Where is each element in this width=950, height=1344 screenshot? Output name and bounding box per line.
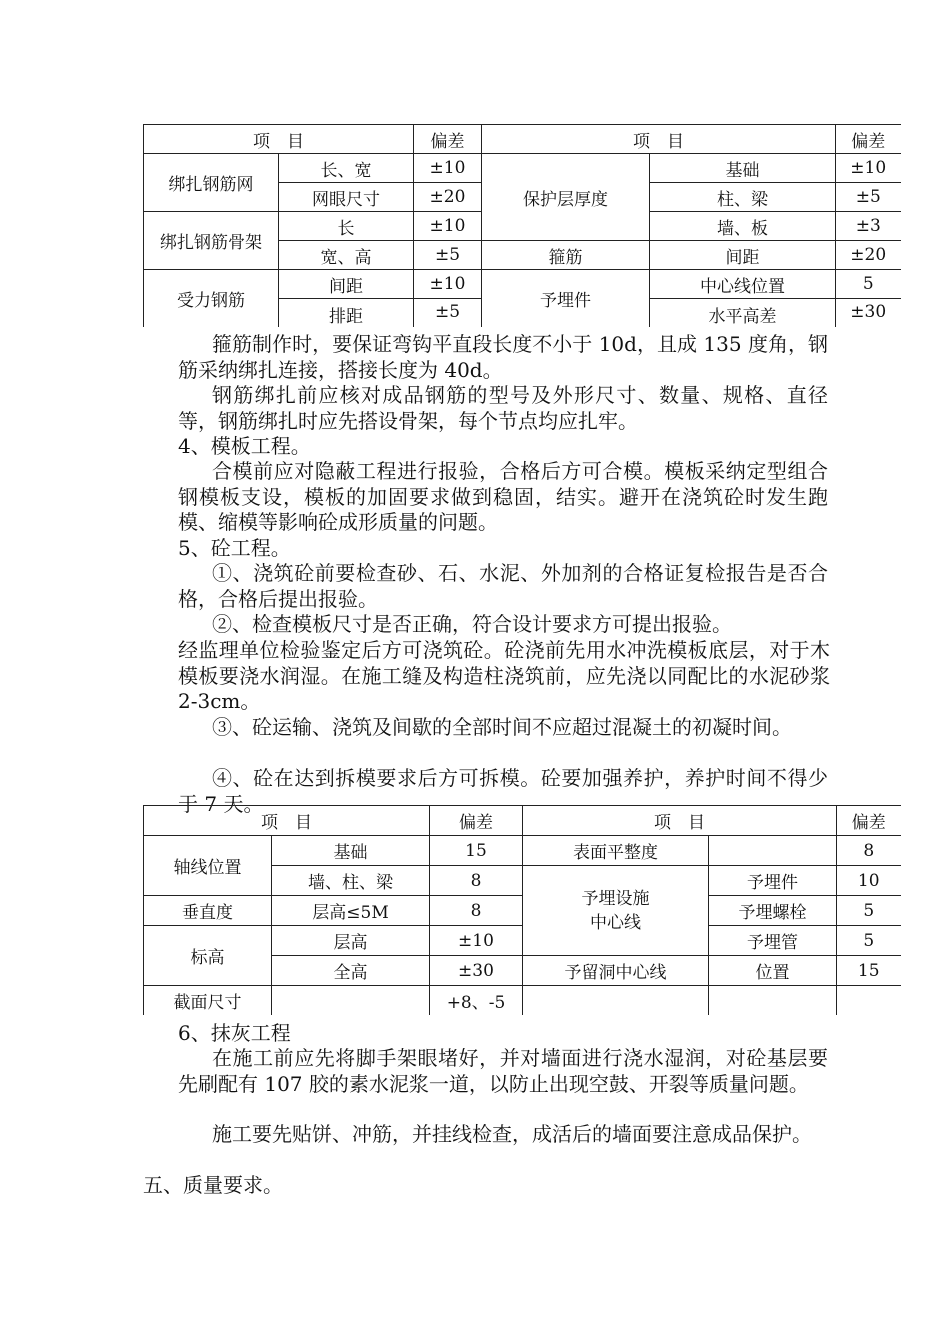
concrete-tolerance-table	[143, 805, 901, 1015]
cell-value: 15	[430, 836, 523, 866]
cell-value: 8	[837, 836, 901, 866]
table-row	[144, 270, 901, 299]
cell-sub	[272, 986, 430, 1016]
cell-sub: 排距	[279, 299, 414, 328]
cell-value: ±10	[414, 212, 482, 241]
row-label: 绑扎钢筋骨架	[144, 212, 279, 270]
cell-sub: 长、宽	[279, 154, 414, 183]
header-item-2: 项 目	[523, 806, 837, 836]
row-label: 箍筋	[482, 241, 650, 270]
row-label: 截面尺寸	[144, 986, 272, 1016]
header-deviation: 偏差	[430, 806, 523, 836]
cell-sub: 层高≤5M	[272, 896, 430, 926]
cell-sub	[523, 986, 709, 1016]
row-label: 保护层厚度	[482, 154, 650, 241]
table-row	[144, 896, 901, 926]
table-header-row	[144, 806, 901, 836]
section-heading-formwork: 4、模板工程。	[178, 434, 311, 458]
cell-value: 5	[837, 926, 901, 956]
paragraph-formwork: 合模前应对隐蔽工程进行报验，合格后方可合模。模板采纳定型组合钢模板支设，模板的加固要求做到稳固，结实。避开在浇筑砼时发生跑模、缩模等影响砼成形质量的问题。	[178, 459, 828, 535]
cell-value: ±30	[836, 299, 901, 328]
row-label-line: 中心线	[590, 912, 641, 933]
row-label: 轴线位置	[144, 836, 272, 896]
cell-value: 8	[430, 896, 523, 926]
table-row	[144, 986, 901, 1016]
cell-value: ±10	[414, 154, 482, 183]
header-item: 项 目	[144, 806, 430, 836]
section-heading-quality: 五、质量要求。	[143, 1173, 283, 1197]
cell-value: ±10	[430, 926, 523, 956]
row-label-line: 予埋设施	[581, 888, 650, 909]
paragraph-rebar-binding: 钢筋绑扎前应核对成品钢筋的型号及外形尺寸、数量、规格、直径等，钢筋绑扎时应先搭设骨架，每个节点均应扎牢。	[178, 383, 828, 433]
cell-value: ±5	[836, 183, 901, 212]
cell-value: 10	[837, 866, 901, 896]
cell-sub: 间距	[279, 270, 414, 299]
cell-sub: 位置	[709, 956, 837, 986]
row-label	[523, 866, 709, 956]
header-deviation: 偏差	[414, 125, 482, 154]
table-row	[144, 926, 901, 956]
cell-value: 5	[836, 270, 901, 299]
cell-sub: 中心线位置	[650, 270, 836, 299]
cell-value: ±10	[836, 154, 901, 183]
cell-value: 8	[430, 866, 523, 896]
cell-sub: 层高	[272, 926, 430, 956]
row-label: 表面平整度	[523, 836, 709, 866]
row-label: 标高	[144, 926, 272, 986]
paragraph-plastering-1: 在施工前应先将脚手架眼堵好，并对墙面进行浇水湿润，对砼基层要先刷配有 107 胶的素水泥浆一道，以防止出现空鼓、开裂等质量问题。	[178, 1046, 828, 1096]
table-header-row	[144, 125, 901, 154]
cell-sub: 基础	[650, 154, 836, 183]
cell-value: 5	[837, 896, 901, 926]
cell-value: +8、-5	[430, 986, 523, 1016]
cell-sub: 柱、梁	[650, 183, 836, 212]
cell-sub: 长	[279, 212, 414, 241]
cell-value: ±20	[836, 241, 901, 270]
paragraph-plastering-2: 施工要先贴饼、冲筋，并挂线检查，成活后的墙面要注意成品保护。	[212, 1122, 812, 1146]
paragraph-concrete-3: 经监理单位检验鉴定后方可浇筑砼。砼浇前先用水冲洗模板底层，对于木模板要浇水润湿。在施工缝及构造柱浇筑前，应先浇以同配比的水泥砂浆 2-3cm。	[178, 638, 830, 714]
paragraph-concrete-1: ①、浇筑砼前要检查砂、石、水泥、外加剂的合格证复检报告是否合格，合格后提出报验。	[178, 561, 828, 611]
paragraph-stirrup: 箍筋制作时，要保证弯钩平直段长度不小于 10d，且成 135 度角，钢筋采纳绑扎连接，搭接长度为 40d。	[178, 332, 828, 382]
row-label: 垂直度	[144, 896, 272, 926]
row-label: 绑扎钢筋网	[144, 154, 279, 212]
cell-value: ±10	[414, 270, 482, 299]
row-label: 予埋件	[482, 270, 650, 328]
table-row	[144, 154, 901, 183]
header-item: 项 目	[144, 125, 414, 154]
cell-value: ±5	[414, 299, 482, 328]
rebar-tolerance-table	[143, 124, 901, 327]
table-row	[144, 836, 901, 866]
cell-sub	[709, 836, 837, 866]
cell-value: ±5	[414, 241, 482, 270]
cell-sub: 予埋管	[709, 926, 837, 956]
cell-sub	[709, 986, 837, 1016]
header-item-2: 项 目	[482, 125, 836, 154]
section-heading-plastering: 6、抹灰工程	[178, 1021, 291, 1045]
cell-value: ±30	[430, 956, 523, 986]
cell-sub: 宽、高	[279, 241, 414, 270]
header-deviation-2: 偏差	[836, 125, 901, 154]
cell-sub: 水平高差	[650, 299, 836, 328]
cell-value: ±20	[414, 183, 482, 212]
cell-sub: 墙、板	[650, 212, 836, 241]
row-label: 予留洞中心线	[523, 956, 709, 986]
row-label: 受力钢筋	[144, 270, 279, 328]
section-heading-concrete: 5、砼工程。	[178, 536, 291, 560]
cell-sub: 间距	[650, 241, 836, 270]
paragraph-concrete-2: ②、检查模板尺寸是否正确，符合设计要求方可提出报验。	[212, 612, 732, 636]
paragraph-concrete-5: ④、砼在达到拆模要求后方可拆模。砼要加强养护，养护时间不得少于 7 天。	[178, 766, 828, 816]
header-deviation-2: 偏差	[837, 806, 901, 836]
cell-sub: 网眼尺寸	[279, 183, 414, 212]
cell-value: 15	[837, 956, 901, 986]
cell-sub: 墙、柱、梁	[272, 866, 430, 896]
cell-value: ±3	[836, 212, 901, 241]
paragraph-concrete-4: ③、砼运输、浇筑及间歇的全部时间不应超过混凝土的初凝时间。	[212, 715, 792, 739]
cell-value	[837, 986, 901, 1016]
cell-sub: 予埋件	[709, 866, 837, 896]
cell-sub: 予埋螺栓	[709, 896, 837, 926]
cell-sub: 基础	[272, 836, 430, 866]
cell-sub: 全高	[272, 956, 430, 986]
